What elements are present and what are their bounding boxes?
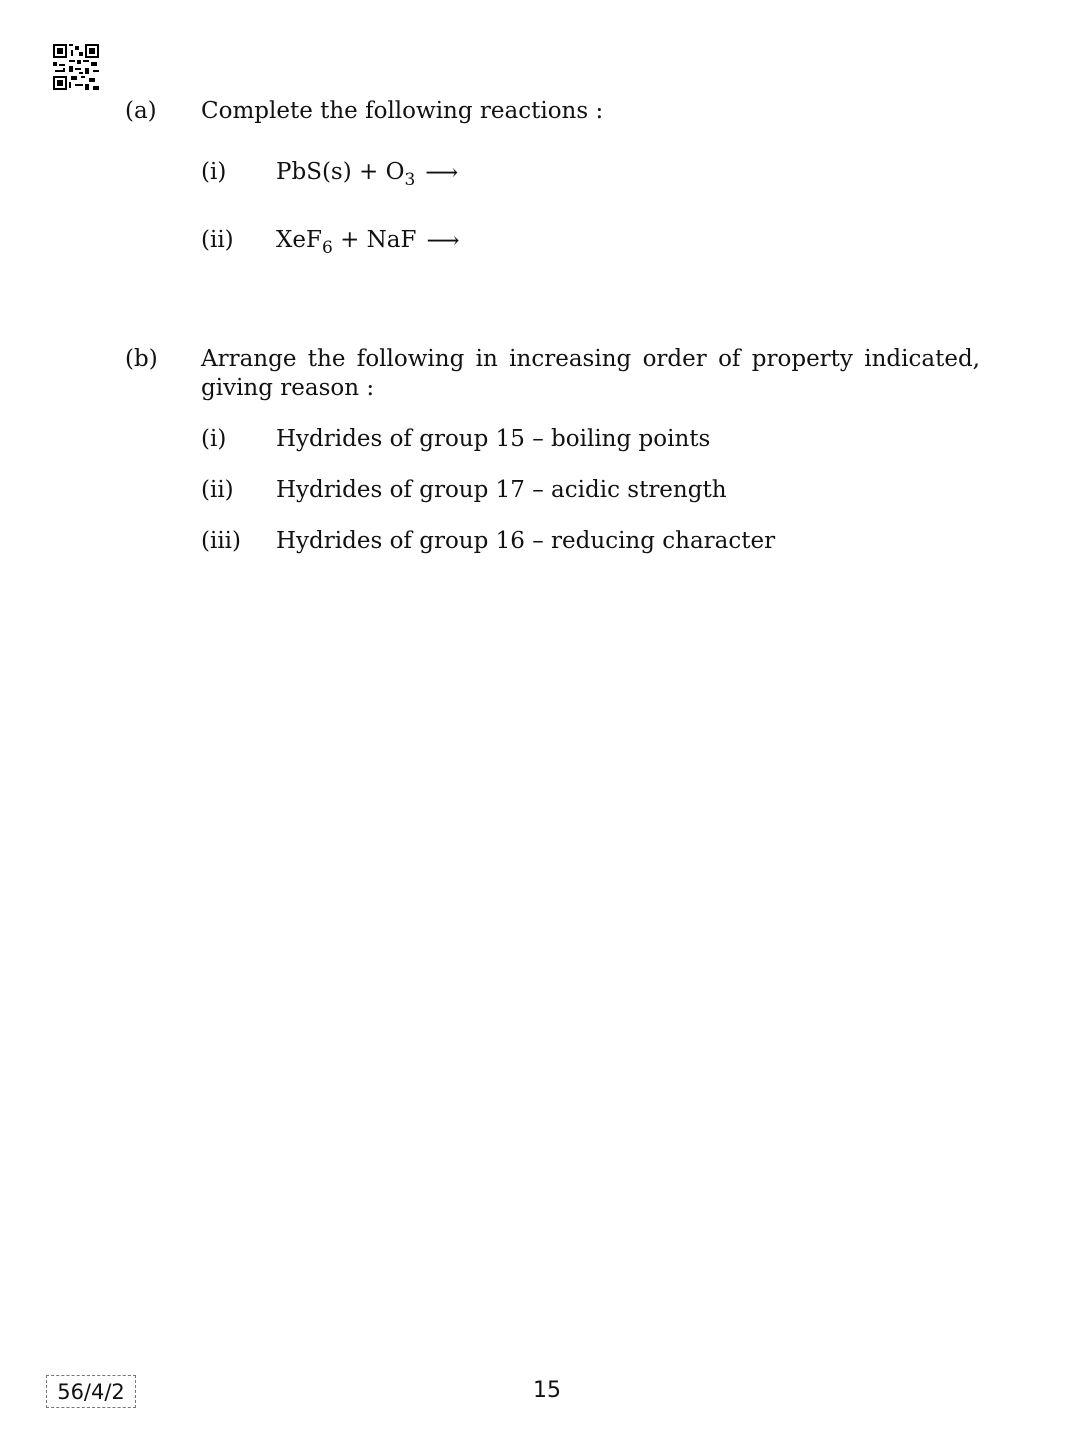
item-3-label: (iii) bbox=[201, 528, 242, 554]
reaction-2-equation bbox=[276, 226, 460, 258]
item-1-text: Hydrides of group 15 – boiling points bbox=[276, 426, 711, 452]
reaction-1-lhs: PbS(s) + O bbox=[276, 159, 405, 185]
reaction-1-subscript: 3 bbox=[404, 170, 416, 190]
reaction-1-label: (i) bbox=[201, 159, 227, 185]
reaction-1-equation bbox=[276, 158, 459, 190]
qr-code-icon bbox=[53, 44, 99, 90]
item-1-label: (i) bbox=[201, 426, 227, 452]
reaction-arrow-icon: ⟶ bbox=[425, 160, 459, 186]
reaction-2-rest: + NaF bbox=[332, 227, 417, 253]
reaction-2-lhs: XeF bbox=[276, 227, 322, 253]
item-2-text: Hydrides of group 17 – acidic strength bbox=[276, 477, 727, 503]
reaction-2-label: (ii) bbox=[201, 227, 234, 253]
part-b-instruction: Arrange the following in increasing order of property indicated, giving reason : bbox=[201, 346, 980, 401]
part-a-label: (a) bbox=[125, 98, 157, 124]
part-a-instruction: Complete the following reactions : bbox=[201, 98, 604, 124]
paper-code: 56/4/2 bbox=[57, 1379, 125, 1404]
item-3-text: Hydrides of group 16 – reducing character bbox=[276, 528, 776, 554]
reaction-2-subscript: 6 bbox=[321, 238, 333, 258]
paper-code-box bbox=[46, 1375, 136, 1408]
part-b-label: (b) bbox=[125, 346, 158, 372]
page-number: 15 bbox=[533, 1378, 561, 1403]
reaction-arrow-icon: ⟶ bbox=[426, 228, 460, 254]
item-2-label: (ii) bbox=[201, 477, 234, 503]
